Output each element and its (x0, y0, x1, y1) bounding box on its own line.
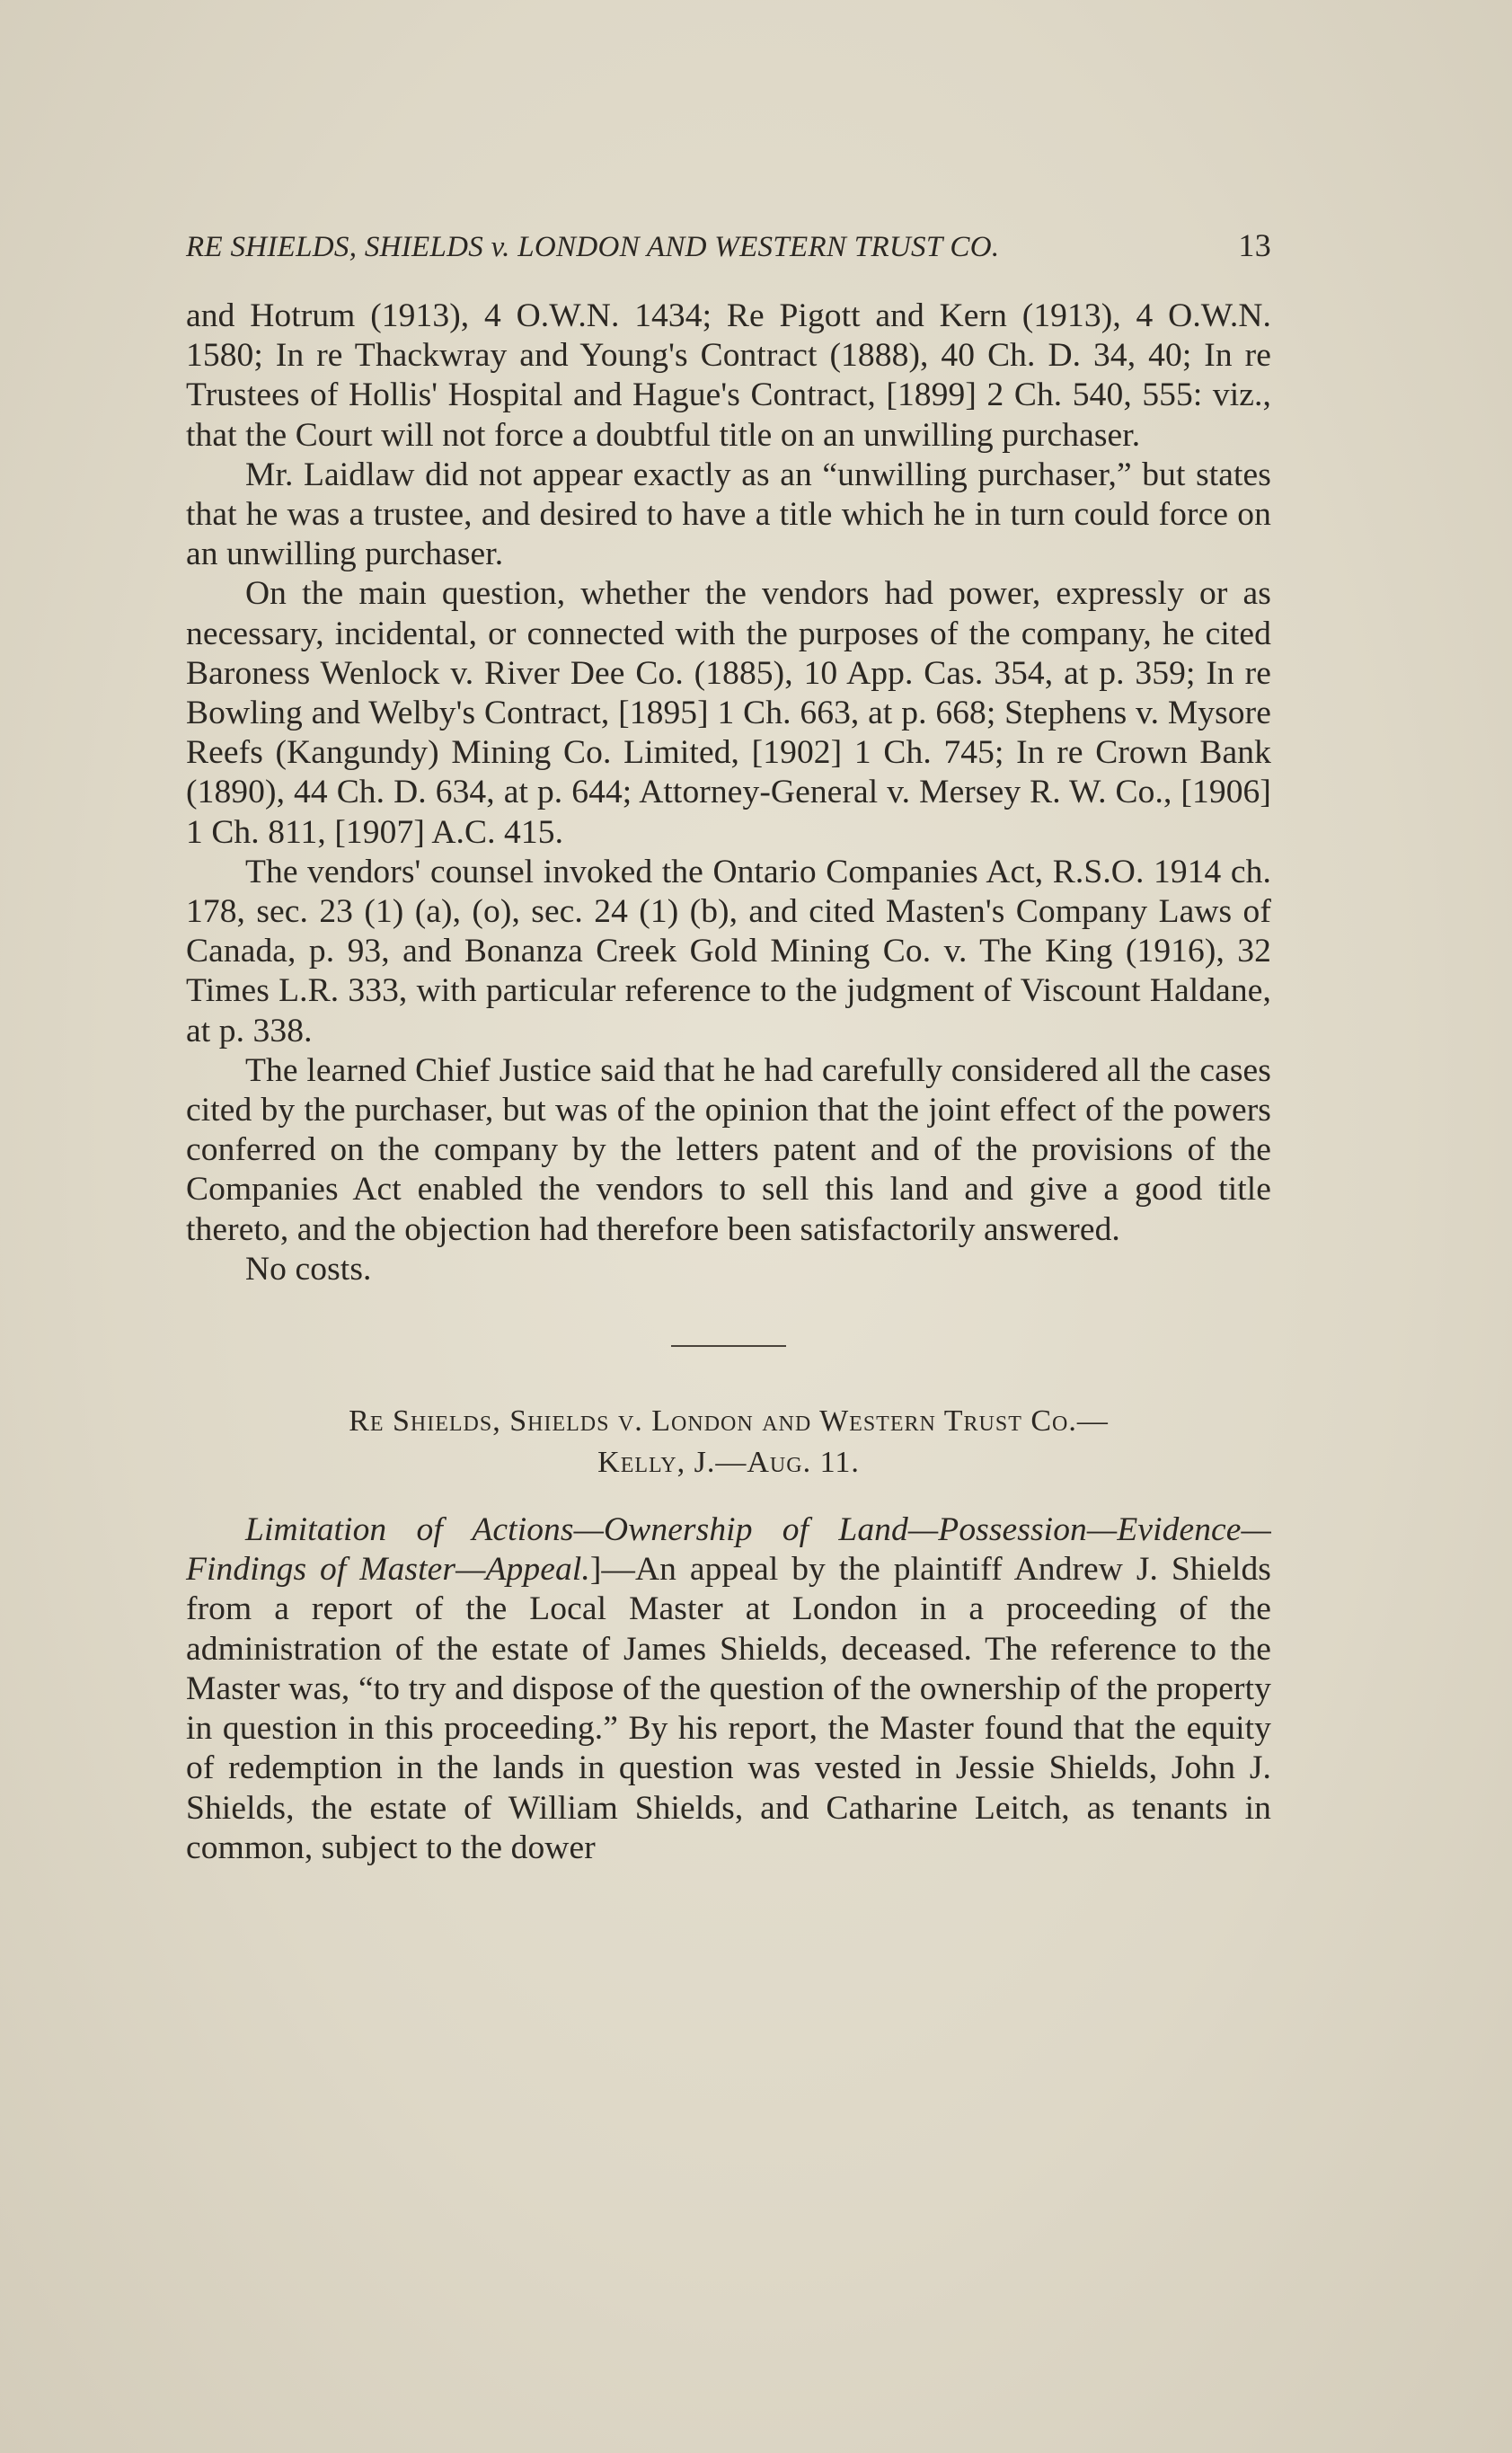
paragraph: and Hotrum (1913), 4 O.W.N. 1434; Re Pigott and Kern (1913), 4 O.W.N. 1580; In re Thackwray and Young's Contract (1888), 40 Ch. D. 34, 40; In re Trustees of Hollis' Hospital and Hague's Contract, [1899] 2 Ch. 540, 555: viz., that the Court will not force a doubtful title on an unwilling purchaser. (186, 297, 1271, 454)
case-heading (186, 1401, 1271, 1483)
paragraph: Mr. Laidlaw did not appear exactly as an “unwilling purchaser,” but states that he was a trustee, and desired to have a title which he in turn could force on an unwilling purchaser. (186, 456, 1271, 573)
running-title: RE SHIELDS, SHIELDS v. LONDON AND WESTERN TRUST CO. (186, 231, 1000, 263)
text-column (186, 226, 1271, 1868)
case-judge-date: Kelly, J.—Aug. 11. (597, 1446, 860, 1480)
headnote-text: ]—An appeal by the plaintiff Andrew J. Shields from a report of the Local Master at London in a proceeding of the administration of the estate of James Shields, deceased. The reference to the Master was, “to try and dispose of the question of the ownership of the property in question in this proceeding.” By his report, the Master found that the equity of redemption in the lands in question was vested in Jessie Shields, John J. Shields, the estate of William Shields, and Catharine Leitch, as tenants in common, subject to the dower (186, 1551, 1271, 1866)
paragraph: No costs. (245, 1250, 372, 1288)
section-divider (671, 1345, 786, 1347)
paragraph: The learned Chief Justice said that he had carefully considered all the cases cited by the purchaser, but was of the opinion that the joint effect of the powers conferred on the company by the letters patent and of the provisions of the Companies Act enabled the vendors to sell this land and give a good title thereto, and the objection had therefore been satisfactorily answered. (186, 1051, 1271, 1248)
running-head (186, 226, 1271, 264)
case-title: Re Shields, Shields v. London and Western Trust Co.— (349, 1404, 1109, 1439)
headnote-lead: Limitation of Actions—Ownership of Land—Possession—Evidence—Findings of Master—Appeal. (186, 1511, 1271, 1589)
page-number: 13 (1238, 227, 1271, 263)
paragraph: The vendors' counsel invoked the Ontario Companies Act, R.S.O. 1914 ch. 178, sec. 23 (1) (a), (o), sec. 24 (1) (b), and cited Masten's Company Laws of Canada, p. 93, and Bonanza Creek Gold Mining Co. v. The King (1916), 32 Times L.R. 333, with particular reference to the judgment of Viscount Haldane, at p. 338. (186, 853, 1271, 1049)
headnote (186, 1510, 1271, 1868)
paragraph: On the main question, whether the vendors had power, expressly or as necessary, incidental, or connected with the purposes of the company, he cited Baroness Wenlock v. River Dee Co. (1885), 10 App. Cas. 354, at p. 359; In re Bowling and Welby's Contract, [1895] 1 Ch. 663, at p. 668; Stephens v. Mysore Reefs (Kangundy) Mining Co. Limited, [1902] 1 Ch. 745; In re Crown Bank (1890), 44 Ch. D. 634, at p. 644; Attorney-General v. Mersey R. W. Co., [1906] 1 Ch. 811, [1907] A.C. 415. (186, 575, 1271, 851)
